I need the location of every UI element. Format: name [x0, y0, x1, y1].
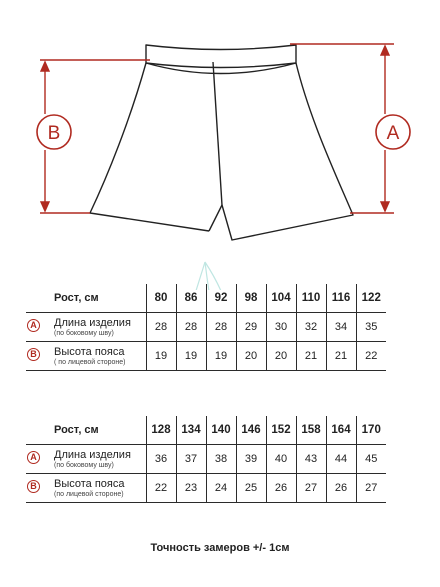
- cell-value: 26: [326, 474, 356, 503]
- height-value: 146: [236, 416, 266, 445]
- label-a: A: [386, 123, 400, 144]
- height-row: [26, 416, 386, 445]
- cell-value: 35: [356, 313, 386, 342]
- row-note: (по лицевой стороне): [54, 491, 124, 498]
- cell-value: 22: [356, 342, 386, 371]
- cell-value: 34: [326, 313, 356, 342]
- height-label: Рост, см: [26, 284, 146, 313]
- label-b: B: [47, 123, 61, 144]
- cell-value: 23: [176, 474, 206, 503]
- row-label: [26, 474, 146, 503]
- height-value: 86: [176, 284, 206, 313]
- height-value: 134: [176, 416, 206, 445]
- marker-a-icon: A: [27, 451, 40, 464]
- cell-value: 37: [176, 445, 206, 474]
- cell-value: 26: [266, 474, 296, 503]
- row-note: (по боковому шву): [54, 330, 114, 337]
- marker-a-icon: A: [27, 319, 40, 332]
- cell-value: 22: [146, 474, 176, 503]
- row-label: [26, 313, 146, 342]
- cell-value: 27: [296, 474, 326, 503]
- length-row: [26, 313, 386, 342]
- cell-value: 28: [206, 313, 236, 342]
- height-value: 104: [266, 284, 296, 313]
- marker-b-icon: B: [27, 480, 40, 493]
- cell-value: 24: [206, 474, 236, 503]
- row-name: Высота пояса: [54, 478, 125, 490]
- size-table-2: [26, 416, 386, 503]
- row-note: (по боковому шву): [54, 462, 114, 469]
- cell-value: 28: [146, 313, 176, 342]
- cell-value: 19: [206, 342, 236, 371]
- accuracy-note: Точность замеров +/- 1см: [150, 542, 290, 554]
- row-note: ( по лицевой стороне): [54, 359, 126, 366]
- cell-value: 40: [266, 445, 296, 474]
- cell-value: 28: [176, 313, 206, 342]
- cell-value: 44: [326, 445, 356, 474]
- cell-value: 21: [296, 342, 326, 371]
- height-value: 80: [146, 284, 176, 313]
- cell-value: 27: [356, 474, 386, 503]
- height-value: 128: [146, 416, 176, 445]
- height-value: 122: [356, 284, 386, 313]
- cell-value: 20: [266, 342, 296, 371]
- cell-value: 19: [176, 342, 206, 371]
- length-row: [26, 445, 386, 474]
- height-row: [26, 284, 386, 313]
- cell-value: 39: [236, 445, 266, 474]
- waist-row: [26, 342, 386, 371]
- row-name: Длина изделия: [54, 317, 131, 329]
- height-value: 170: [356, 416, 386, 445]
- cell-value: 19: [146, 342, 176, 371]
- height-value: 110: [296, 284, 326, 313]
- height-label: Рост, см: [26, 416, 146, 445]
- height-value: 152: [266, 416, 296, 445]
- height-value: 92: [206, 284, 236, 313]
- cell-value: 25: [236, 474, 266, 503]
- marker-b-icon: B: [27, 348, 40, 361]
- size-table-1: [26, 284, 386, 371]
- cell-value: 20: [236, 342, 266, 371]
- height-value: 116: [326, 284, 356, 313]
- height-value: 140: [206, 416, 236, 445]
- cell-value: 29: [236, 313, 266, 342]
- cell-value: 43: [296, 445, 326, 474]
- cell-value: 32: [296, 313, 326, 342]
- height-value: 158: [296, 416, 326, 445]
- cell-value: 36: [146, 445, 176, 474]
- cell-value: 21: [326, 342, 356, 371]
- shorts-diagram: [0, 0, 440, 290]
- cell-value: 38: [206, 445, 236, 474]
- waist-row: [26, 474, 386, 503]
- shorts-outline: [90, 45, 353, 240]
- cell-value: 30: [266, 313, 296, 342]
- height-value: 98: [236, 284, 266, 313]
- height-value: 164: [326, 416, 356, 445]
- row-label: [26, 342, 146, 371]
- row-name: Длина изделия: [54, 449, 131, 461]
- row-label: [26, 445, 146, 474]
- row-name: Высота пояса: [54, 346, 125, 358]
- cell-value: 45: [356, 445, 386, 474]
